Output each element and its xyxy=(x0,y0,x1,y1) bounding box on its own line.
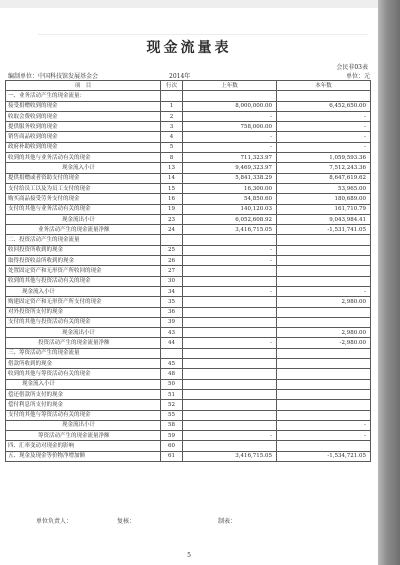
row-prior-year-value: 140,120.03 xyxy=(183,204,277,214)
reporting-unit: 编制单位：中国科技馆发展基金会 xyxy=(8,73,99,80)
row-current-year-value: - xyxy=(277,286,371,296)
row-prior-year-value: 711,323.97 xyxy=(183,153,277,163)
row-current-year-value xyxy=(277,276,371,286)
table-row xyxy=(6,317,371,327)
row-current-year-value: 2,980.00 xyxy=(277,328,371,338)
reviewer-label: 复核： xyxy=(117,518,136,525)
table-row xyxy=(6,142,371,152)
table-row xyxy=(6,307,371,317)
row-prior-year-value xyxy=(183,317,277,327)
row-prior-year-value: 6,052,608.92 xyxy=(183,214,277,224)
table-row xyxy=(6,400,371,410)
table-row xyxy=(6,111,371,121)
table-row xyxy=(6,286,371,296)
row-label: 接受捐赠收到的现金 xyxy=(6,101,161,111)
row-prior-year-value: - xyxy=(183,111,277,121)
row-label: 政府补助收到的现金 xyxy=(6,142,161,152)
row-current-year-value xyxy=(277,359,371,369)
row-label: 收到的其他与投资活动有关的现金 xyxy=(6,276,161,286)
row-current-year-value: 8,647,619.62 xyxy=(277,173,371,183)
row-label: 收到的其他与筹资活动有关的现金 xyxy=(6,369,161,379)
row-current-year-value xyxy=(277,410,371,420)
row-prior-year-value: 5,841,338.29 xyxy=(183,173,277,183)
page-binding-edge xyxy=(378,0,400,565)
row-label: 处置固定资产和无形资产所收回的现金 xyxy=(6,266,161,276)
preparer-label: 制表： xyxy=(218,518,237,525)
row-prior-year-value xyxy=(183,348,277,358)
table-row xyxy=(6,297,371,307)
row-label: 收到的其他与业务活动有关的现金 xyxy=(6,153,161,163)
row-line-no xyxy=(161,235,183,245)
row-line-no: 15 xyxy=(161,183,183,193)
table-row xyxy=(6,359,371,369)
row-current-year-value: - xyxy=(277,122,371,132)
row-prior-year-value: - xyxy=(183,286,277,296)
row-prior-year-value xyxy=(183,441,277,451)
row-current-year-value xyxy=(277,235,371,245)
bleed-through-line xyxy=(38,34,368,35)
row-line-no: 52 xyxy=(161,400,183,410)
row-label: 现金流出小计 xyxy=(6,328,161,338)
table-row xyxy=(6,153,371,163)
row-prior-year-value: - xyxy=(183,142,277,152)
row-line-no: 26 xyxy=(161,256,183,266)
row-line-no: 27 xyxy=(161,266,183,276)
row-current-year-value: - xyxy=(277,420,371,430)
row-label: 提供服务收到的现金 xyxy=(6,122,161,132)
row-label: 购买商品接受劳务支付的现金 xyxy=(6,194,161,204)
row-prior-year-value xyxy=(183,307,277,317)
currency-unit: 单位：元 xyxy=(345,73,370,80)
document-title: 现金流量表 xyxy=(146,40,232,56)
table-row xyxy=(6,183,371,193)
row-prior-year-value: - xyxy=(183,431,277,441)
row-prior-year-value: 3,416,715.05 xyxy=(183,451,277,461)
table-number: 会民非03表 xyxy=(336,64,368,71)
row-line-no: 55 xyxy=(161,410,183,420)
table-row xyxy=(6,101,371,111)
row-current-year-value: 2,980.00 xyxy=(277,297,371,307)
row-current-year-value xyxy=(277,389,371,399)
row-prior-year-value: 758,000.00 xyxy=(183,122,277,132)
row-current-year-value: -1,531,741.05 xyxy=(277,225,371,235)
row-label: 现金流入小计 xyxy=(6,286,161,296)
table-header-row xyxy=(6,81,371,91)
row-label: 取得投资收益所收到的现金 xyxy=(6,256,161,266)
row-prior-year-value: 8,000,000.00 xyxy=(183,101,277,111)
table-row xyxy=(6,348,371,358)
row-prior-year-value: - xyxy=(183,132,277,142)
row-prior-year-value xyxy=(183,266,277,276)
row-current-year-value: 9,043,984.41 xyxy=(277,214,371,224)
row-label: 现金流入小计 xyxy=(6,379,161,389)
header-line-no: 行次 xyxy=(161,81,183,91)
page-number: 5 xyxy=(187,552,191,559)
row-label: 支付给员工以及为员工支付的现金 xyxy=(6,183,161,193)
row-prior-year-value xyxy=(183,235,277,245)
table-row xyxy=(6,225,371,235)
row-line-no: 36 xyxy=(161,307,183,317)
table-row xyxy=(6,204,371,214)
row-prior-year-value xyxy=(183,400,277,410)
row-line-no: 45 xyxy=(161,359,183,369)
row-current-year-value xyxy=(277,400,371,410)
row-line-no xyxy=(161,91,183,101)
header-current-year: 本年数 xyxy=(277,81,371,91)
row-label: 五、现金及现金等价物净增加额 xyxy=(6,451,161,461)
report-year: 2014年 xyxy=(169,73,191,80)
row-prior-year-value: 54,850.60 xyxy=(183,194,277,204)
table-row xyxy=(6,389,371,399)
row-current-year-value xyxy=(277,256,371,266)
row-current-year-value: 161,710.79 xyxy=(277,204,371,214)
row-current-year-value: - xyxy=(277,132,371,142)
row-current-year-value: 53,965.00 xyxy=(277,183,371,193)
row-label: 借款所收到的现金 xyxy=(6,359,161,369)
row-current-year-value: -2,980.00 xyxy=(277,338,371,348)
report-meta xyxy=(0,71,378,80)
row-line-no: 43 xyxy=(161,328,183,338)
table-body xyxy=(6,91,371,462)
row-label: 业务活动产生的现金流量净额 xyxy=(6,225,161,235)
cash-flow-table xyxy=(5,80,371,462)
row-prior-year-value xyxy=(183,91,277,101)
table-row xyxy=(6,163,371,173)
row-prior-year-value xyxy=(183,276,277,286)
row-line-no: 3 xyxy=(161,122,183,132)
row-current-year-value: 7,512,243.36 xyxy=(277,163,371,173)
row-current-year-value: 1,059,593.36 xyxy=(277,153,371,163)
row-line-no: 30 xyxy=(161,276,183,286)
row-label: 现金流出小计 xyxy=(6,420,161,430)
row-line-no: 58 xyxy=(161,420,183,430)
row-label: 二、投资活动产生的现金流量 xyxy=(6,235,161,245)
table-row xyxy=(6,379,371,389)
row-line-no: 60 xyxy=(161,441,183,451)
row-current-year-value xyxy=(277,245,371,255)
row-label: 收取会费收到的现金 xyxy=(6,111,161,121)
row-line-no: 61 xyxy=(161,451,183,461)
row-line-no: 13 xyxy=(161,163,183,173)
responsible-person-label: 单位负责人： xyxy=(36,518,73,525)
row-line-no: 50 xyxy=(161,379,183,389)
table-row xyxy=(6,132,371,142)
row-line-no: 24 xyxy=(161,225,183,235)
row-line-no: 44 xyxy=(161,338,183,348)
table-row xyxy=(6,431,371,441)
row-line-no xyxy=(161,348,183,358)
row-current-year-value: - xyxy=(277,431,371,441)
table-row xyxy=(6,173,371,183)
row-line-no: 1 xyxy=(161,101,183,111)
table-row xyxy=(6,194,371,204)
row-line-no: 4 xyxy=(161,132,183,142)
row-line-no: 14 xyxy=(161,173,183,183)
table-row xyxy=(6,245,371,255)
row-prior-year-value: 9,469,323.97 xyxy=(183,163,277,173)
row-label: 投资活动产生的现金流量净额 xyxy=(6,338,161,348)
table-row xyxy=(6,328,371,338)
row-current-year-value xyxy=(277,441,371,451)
row-current-year-value xyxy=(277,266,371,276)
row-label: 支付的其他与筹资活动有关的现金 xyxy=(6,410,161,420)
row-label: 四、汇率变动对现金的影响 xyxy=(6,441,161,451)
row-prior-year-value: - xyxy=(183,338,277,348)
scan-top-edge xyxy=(0,0,378,8)
row-label: 偿还借款所支付的现金 xyxy=(6,389,161,399)
row-prior-year-value: 16,300.00 xyxy=(183,183,277,193)
row-line-no: 48 xyxy=(161,369,183,379)
row-line-no: 8 xyxy=(161,153,183,163)
row-line-no: 5 xyxy=(161,142,183,152)
row-prior-year-value xyxy=(183,410,277,420)
table-row xyxy=(6,276,371,286)
table-row xyxy=(6,91,371,101)
table-row xyxy=(6,235,371,245)
row-prior-year-value xyxy=(183,389,277,399)
row-prior-year-value: - xyxy=(183,256,277,266)
row-line-no: 2 xyxy=(161,111,183,121)
row-line-no: 59 xyxy=(161,431,183,441)
table-row xyxy=(6,441,371,451)
row-current-year-value xyxy=(277,307,371,317)
row-line-no: 16 xyxy=(161,194,183,204)
row-prior-year-value xyxy=(183,328,277,338)
row-line-no: 25 xyxy=(161,245,183,255)
row-line-no: 39 xyxy=(161,317,183,327)
row-line-no: 34 xyxy=(161,286,183,296)
table-row xyxy=(6,369,371,379)
row-current-year-value: - xyxy=(277,142,371,152)
row-prior-year-value xyxy=(183,379,277,389)
row-label: 现金流入小计 xyxy=(6,163,161,173)
row-current-year-value xyxy=(277,317,371,327)
row-prior-year-value xyxy=(183,420,277,430)
row-prior-year-value: - xyxy=(183,245,277,255)
row-current-year-value xyxy=(277,348,371,358)
table-row xyxy=(6,420,371,430)
row-line-no: 19 xyxy=(161,204,183,214)
row-line-no: 51 xyxy=(161,389,183,399)
row-label: 偿付利息所支付的现金 xyxy=(6,400,161,410)
row-current-year-value: 180,689.00 xyxy=(277,194,371,204)
row-current-year-value xyxy=(277,369,371,379)
row-line-no: 35 xyxy=(161,297,183,307)
row-label: 支付的其他与投资活动有关的现金 xyxy=(6,317,161,327)
table-row xyxy=(6,451,371,461)
row-line-no: 23 xyxy=(161,214,183,224)
header-item: 项 目 xyxy=(6,81,161,91)
row-label: 一、业务活动产生的现金流量： xyxy=(6,91,161,101)
row-prior-year-value xyxy=(183,359,277,369)
table-row xyxy=(6,256,371,266)
table-row xyxy=(6,266,371,276)
row-label: 支付的其他与业务活动有关的现金 xyxy=(6,204,161,214)
header-prior-year: 上年数 xyxy=(183,81,277,91)
table-row xyxy=(6,410,371,420)
row-label: 对外投资所支付的现金 xyxy=(6,307,161,317)
row-prior-year-value: 3,416,715.05 xyxy=(183,225,277,235)
row-label: 购建固定资产和无形资产所支付的现金 xyxy=(6,297,161,307)
table-row xyxy=(6,122,371,132)
row-current-year-value: -1,534,721.05 xyxy=(277,451,371,461)
row-prior-year-value xyxy=(183,297,277,307)
table-row xyxy=(6,338,371,348)
row-label: 销售商品收到的现金 xyxy=(6,132,161,142)
row-label: 提供捐赠或者资助支付的现金 xyxy=(6,173,161,183)
row-label: 收回投资所收到的现金 xyxy=(6,245,161,255)
row-current-year-value: 6,452,650.00 xyxy=(277,101,371,111)
row-current-year-value xyxy=(277,91,371,101)
row-prior-year-value xyxy=(183,369,277,379)
row-current-year-value xyxy=(277,379,371,389)
row-current-year-value: - xyxy=(277,111,371,121)
row-label: 筹资活动产生的现金流量净额 xyxy=(6,431,161,441)
row-label: 现金流出小计 xyxy=(6,214,161,224)
table-row xyxy=(6,214,371,224)
row-label: 三、筹资活动产生的现金流量 xyxy=(6,348,161,358)
